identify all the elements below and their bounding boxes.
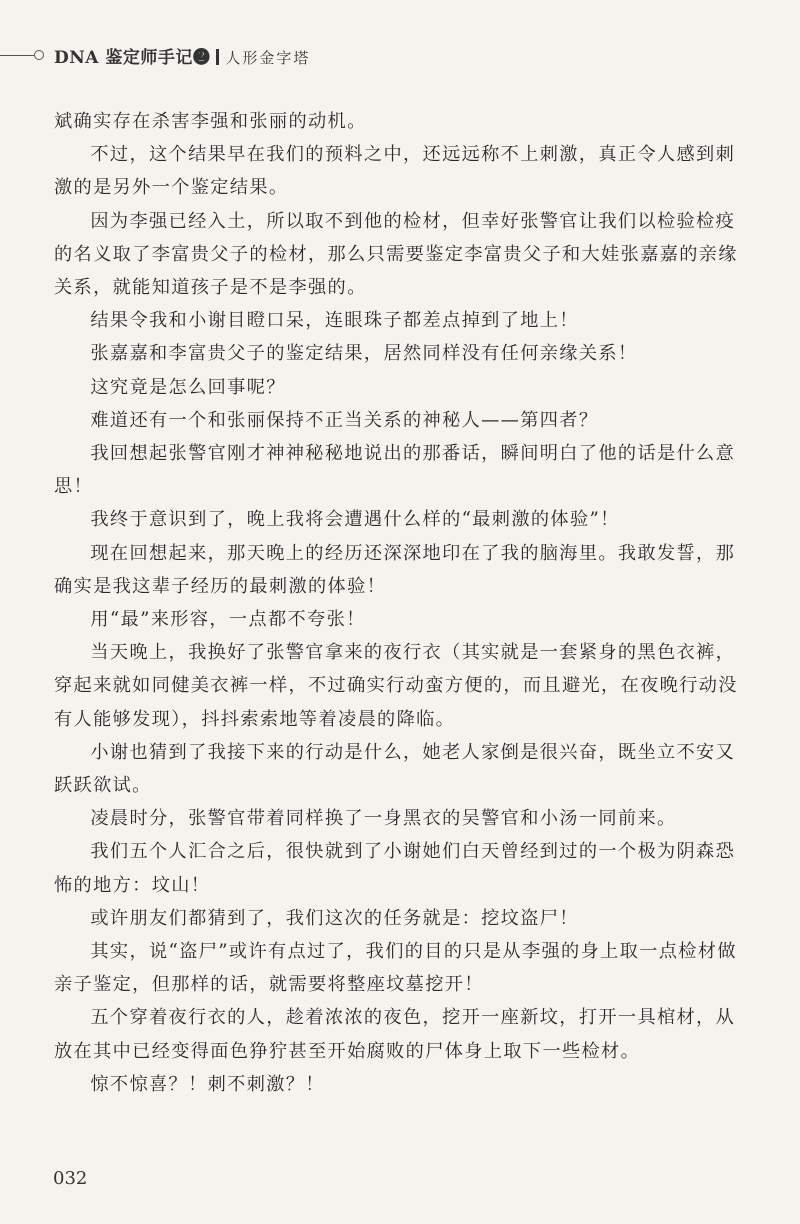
paragraph: 惊不惊喜？！刺不刺激？！ <box>90 1073 325 1095</box>
paragraph: 斌确实存在杀害李强和张丽的动机。 <box>54 111 367 132</box>
paragraph: 凌晨时分，张警官带着同样换了一身黑衣的吴警官和小汤一同前来。 <box>90 808 677 830</box>
paragraph: 不过，这个结果早在我们的预料之中，还远远称不上刺激，真正令人感到刺激的是另外一个鉴定结果。 <box>54 144 736 199</box>
paragraph: 结果令我和小谢目瞪口呆，连眼珠子都差点掉到了地上！ <box>90 310 579 332</box>
running-header <box>0 40 800 70</box>
paragraph: 我们五个人汇合之后，很快就到了小谢她们白天曾经到过的一个极为阴森恐怖的地方：坟山！ <box>54 841 736 896</box>
paragraph: 难道还有一个和张丽保持不正当关系的神秘人——第四者？ <box>90 409 599 431</box>
page-number: 032 <box>53 1168 88 1189</box>
paragraph: 小谢也猜到了我接下来的行动是什么，她老人家倒是很兴奋，既坐立不安又跃跃欲试。 <box>54 741 736 797</box>
header-circle-ornament <box>34 50 44 60</box>
paragraph: 当天晚上，我换好了张警官拿来的夜行衣（其实就是一套紧身的黑色衣裤，穿起来就如同健美衣裤一样，不过确实行动蛮方便的，而且避光，在夜晚行动没有人能够发现），抖抖索索地等着凌晨的降临。 <box>54 642 738 730</box>
paragraph: 这究竟是怎么回事呢？ <box>90 376 286 398</box>
header-rule <box>0 55 34 56</box>
paragraph: 因为李强已经入土，所以取不到他的检材，但幸好张警官让我们以检验检疫的名义取了李富贵父子的检材，那么只需要鉴定李富贵父子和大娃张嘉嘉的亲缘关系，就能知道孩子是不是李强的。 <box>54 210 738 299</box>
paragraph: 或许朋友们都猜到了，我们这次的任务就是：挖坟盗尸！ <box>90 907 579 929</box>
paragraph: 其实，说“盗尸”或许有点过了，我们的目的只是从李强的身上取一点检材做亲子鉴定，但那样的话，就需要将整座坟墓挖开！ <box>54 941 737 996</box>
book-subtitle: 人形金字塔 <box>225 49 311 67</box>
paragraph: 现在回想起来，那天晚上的经历还深深地印在了我的脑海里。我敢发誓，那确实是我这辈子经历的最刺激的体验！ <box>54 542 736 597</box>
paragraph: 用“最”来形容，一点都不夸张！ <box>90 609 366 631</box>
header-separator-bar <box>216 49 219 65</box>
book-title <box>54 43 310 68</box>
book-title-main: DNA 鉴定师手记❷ <box>54 48 211 68</box>
paragraph: 张嘉嘉和李富贵父子的鉴定结果，居然同样没有任何亲缘关系！ <box>90 343 638 365</box>
body-text <box>54 105 744 1101</box>
paragraph: 五个穿着夜行衣的人，趁着浓浓的夜色，挖开一座新坟，打开一具棺材，从放在其中已经变得面色狰狞甚至开始腐败的尸体身上取下一些检材。 <box>54 1007 736 1062</box>
paragraph: 我回想起张警官刚才神神秘秘地说出的那番话，瞬间明白了他的话是什么意思！ <box>54 443 736 498</box>
paragraph: 我终于意识到了，晚上我将会遭遇什么样的“最刺激的体验”！ <box>90 509 620 531</box>
